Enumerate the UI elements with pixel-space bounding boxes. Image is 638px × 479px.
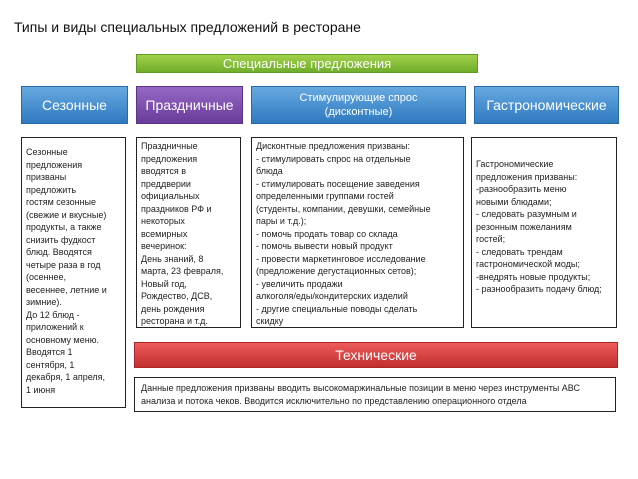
category-seasonal xyxy=(21,86,128,124)
category-holiday-label: Праздничные xyxy=(145,97,234,113)
category-stimulating-label: Стимулирующие спрос (дисконтные) xyxy=(299,92,418,118)
category-seasonal-label: Сезонные xyxy=(42,97,107,113)
seasonal-description: Сезонные предложения призваны предложить гостям сезонные (свежие и вкусные) продукты, а также снизить фудкост блюд. Вводятся четыре раза в год (осеннее, весеннее, летние и зимние). До 12 блюд - приложений к основному меню. Вводятся 1 сентября, 1 декабря, 1 апреля, 1 июня xyxy=(21,137,126,408)
category-gastronomic-label: Гастрономические xyxy=(486,97,607,113)
category-holiday xyxy=(136,86,243,124)
category-stimulating xyxy=(251,86,466,124)
stimulating-description: Дисконтные предложения призваны: - стимулировать спрос на отдельные блюда - стимулировать посещение заведения определенными группами гостей (студенты, компании, девушки, семейные пары и т.д.); - помочь продать товар со склада - помочь вывести новый продукт - провести маркетинговое исследование (предложение дегустационных сетов); - увеличить продажи алкоголя/еды/кондитерских изделий - другие специальные поводы сделать скидку xyxy=(251,137,464,328)
gastronomic-description: Гастрономические предложения призваны: -разнообразить меню новыми блюдами; - следовать разумным и резонным пожеланиям гостей; - следовать трендам гастрономической моды; -внедрять новые продукты; - разнообразить подачу блюд; xyxy=(471,137,617,328)
special-offers-banner xyxy=(136,54,478,73)
technical-description: Данные предложения призваны вводить высокомаржинальные позиции в меню через инструменты АВС анализа и потока чеков. Вводится исключительно по представлению операционного отдела xyxy=(134,377,616,412)
page-title: Типы и виды специальных предложений в ресторане xyxy=(14,19,361,35)
category-gastronomic xyxy=(474,86,619,124)
holiday-description: Праздничные предложения вводятся в преддверии официальных праздников РФ и некоторых всемирных вечеринок: День знаний, 8 марта, 23 февраля, Новый год, Рождество, ДСВ, день рождения ресторана и т.д. xyxy=(136,137,241,328)
category-technical-label: Технические xyxy=(335,347,417,363)
special-offers-banner-label: Специальные предложения xyxy=(222,55,392,71)
category-technical xyxy=(134,342,618,368)
